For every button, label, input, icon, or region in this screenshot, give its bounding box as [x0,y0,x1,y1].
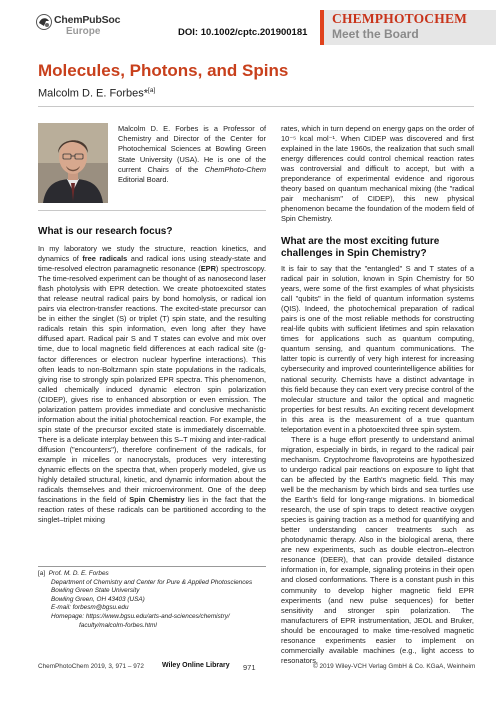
affiliation-footnote [38,570,266,630]
footer-citation: ChemPhotoChem 2019, 3, 971 – 972 [38,663,144,670]
author-line [38,87,155,100]
footnote-dept: Department of Chemistry and Center for Pure & Applied Photosciences [51,578,253,586]
footer-copyright: © 2019 Wiley-VCH Verlag GmbH & Co. KGaA, Weinheim [313,663,476,670]
research-paragraph: In my laboratory we study the structure, reaction kinetics, and dynamics of free radicals and radical ions using steady-state and time-resolved electron paramagnetic resonance (EPR) spectroscopy. The time-resolved experiment can be thought of as nanosecond laser flash photolysis with EPR detection. We create photoexcited states that release neutral radical pairs by bond homolysis, or radical ion pairs via electron-transfer reactions. The excited-state precursor can be in either the singlet (S) or triplet (T) spin state, and the resulting radicals retain this spin information, even long after they have diffused apart. Radical pair S and T states can evolve and mix over time, due to local magnetic field differences at each radical site (g-factor differences or electron nuclear hyperfine interactions). This often leads to non-Boltzmann spin state populations in the radicals, giving rise to strongly spin polarized EPR spectra. This phenomenon, called chemically induced dynamic electron spin polarization (CIDEP), gives rise to enhanced absorption or even emission. The polarization pattern provides immediate and conclusive mechanistic information about the initial photochemical reaction. For example, the spin state of the precursor excited state is immediately discernable. There is a delicate interplay between this S–T mixing and inter-radical diffusion ("encounters"), therefore confinement of the radicals, for example in micelles or nanocrystals, produces very interesting dynamic effects on the spectra that, when properly modeled, give us highly detailed structural, kinetic, and dynamic information about the radicals themselves and their microenvironment. One of the deep fascinations in the field of Spin Chemistry lies in the fact that the reaction rates of these radicals can be partitioned according to the singlet–triplet mixing [38,244,267,525]
page-number: 971 [243,663,256,672]
footnote-city: Bowling Green, OH 43403 (USA) [51,595,145,603]
journal-banner-accent [320,10,324,45]
journal-name: CHEMPHOTOCHEM [332,11,468,26]
future-paragraphs [281,264,474,666]
footnote-label: [a] [38,570,46,577]
publisher-logo-subtext: Europe [66,26,101,37]
author-affiliation-mark: [a] [148,87,156,94]
footnote-divider [38,566,266,567]
article-title: Molecules, Photons, and Spins [38,61,289,80]
divider [38,210,266,211]
footer-publisher-link[interactable]: Wiley Online Library [162,662,230,669]
author-portrait [38,123,108,203]
publisher-logo-text: ChemPubSoc [54,14,121,26]
section-heading-research: What is our research focus? [38,226,173,237]
footnote-email[interactable]: E-mail: forbesm@bgsu.edu [51,604,129,612]
future-paragraph-2: There is a huge effort presently to understand animal migration, especially in birds, in regard to the radical pair mechanism. Cryptochrome flavoproteins are hypothesized to undergo radical pair reactions on exposure to light that can be affected by the Earth's magnetic field. This may well be the mechanism by which birds and sea turtles use the Earth's field for long-range migrations. In biomedical research, the use of spin traps to detect reactive oxygen species is gaining traction as a method for quantifying and better understanding cancer treatments such as photodynamic therapy. Also in the biological arena, there are new experiments, such as double electron–electron resonance (DEER), that can provide detailed distance information in, for example, signaling proteins in their open and closed conformations. There is a constant push in this community to develop higher magnetic field EPR experiments (and new pulse sequences) for better sensitivity and stronger spin polarization. The manufacturers of EPR instrumentation, JEOL and Bruker, should be encouraged to make time-resolved magnetic resonance experiments easier to implement on commercially available machines (e.g., light access to resonators, [281,434,474,665]
divider [38,106,474,107]
chempubsoc-logo-icon [36,14,52,30]
section-heading-future: What are the most exciting future challenges in Spin Chemistry? [281,236,440,259]
intro-paragraph-continued: rates, which in turn depend on energy gaps on the order of 10⁻⁵ kcal mol⁻¹. When CIDEP was discovered and first explained in the late 1960s, the realization that such small energy differences could control chemical reaction rates was controversial and difficult to accept, but with a preponderance of experimental evidence and rigorous theory based on quantum mechanical mixing (the "radical pair mechanism" of CIDEP), this new physical phenomenon became the foundation of the modern field of Spin Chemistry. [281,124,474,224]
footnote-univ: Bowling Green State University [51,587,140,595]
author-name: Malcolm D. E. Forbes* [38,87,149,100]
footnote-name: Prof. M. D. E. Forbes [48,570,109,577]
doi[interactable]: DOI: 10.1002/cptc.201900181 [178,27,308,38]
author-bio: Malcolm D. E. Forbes is a Professor of Chemistry and Director of the Center for Photochemical Sciences at Bowling Green State University (USA). He is one of the current Chairs of the ChemPhoto-Chem Editorial Board. [118,124,266,185]
section-name: Meet the Board [332,27,419,41]
future-paragraph-1: It is fair to say that the "entangled" S and T states of a radical pair in solution, known in Spin Chemistry for 50 years, were some of the first examples of what physicists call "qubits" in the field of quantum information systems (QIS). Indeed, the photochemical preparation of radical pairs is one of the most reliable methods for constructing real-life qubits with sufficient lifetimes and spin relaxation times for applications such as quantum computing, quantum sensing, and quantum communications. The latter topic is currently of very high interest for increasing cybersecurity and improved counterintelligence abilities for national security. Chemists have a distinct advantage in this field because they can exert very precise control of the molecular structure and tailor the optical and magnetic properties for best results. An exciting recent development in this area is the measurement of a true quantum teleportation event in a photoexcited three spin system. [281,264,474,434]
footnote-homepage[interactable]: Homepage: https://www.bgsu.edu/arts-and-sciences/chemistry/ [51,612,230,620]
footnote-homepage-cont[interactable]: faculty/malcolm-forbes.html [79,621,157,629]
